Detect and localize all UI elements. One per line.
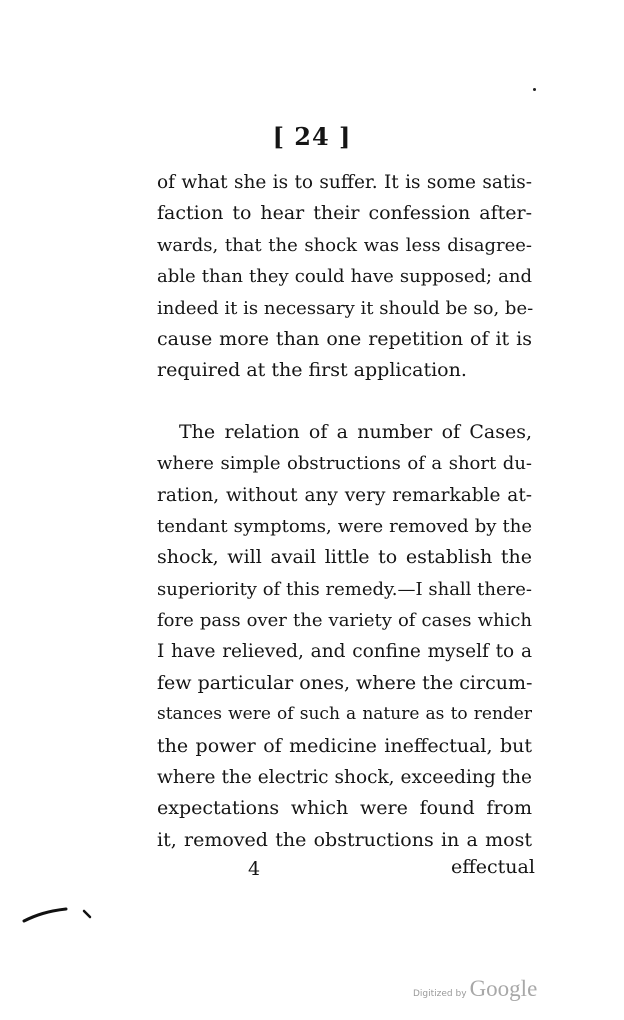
text-line: faction to hear their confession after- [157, 202, 532, 225]
text-line: fore pass over the variety of cases which [157, 610, 532, 632]
text-line: superiority of this remedy.—I shall there- [157, 578, 532, 600]
page-number: [ 24 ] [272, 122, 352, 151]
text-line: ration, without any very remarkable at- [157, 484, 532, 506]
paragraph-1 [157, 167, 532, 387]
text-line: few particular ones, where the circum- [157, 671, 533, 694]
text-line: cause more than one repetition of it is [157, 327, 532, 350]
text-line: shock, will avail little to establish the [157, 546, 532, 569]
text-line: tendant symptoms, were removed by the [157, 515, 532, 537]
body-text [157, 167, 532, 856]
ink-stroke-mark [22, 907, 92, 923]
text-line: I have relieved, and confine myself to a [157, 641, 532, 663]
text-line: the power of medicine ineffectual, but [157, 734, 532, 757]
google-logo: Google [469, 976, 538, 1001]
paragraph-gap [157, 387, 532, 417]
text-line: of what she is to suffer. It is some satis- [157, 172, 532, 193]
text-line: wards, that the shock was less disagree- [157, 234, 532, 256]
text-line: where the electric shock, exceeding the [157, 767, 532, 789]
text-line: required at the first application. [157, 359, 467, 382]
text-line: where simple obstructions of a short du- [157, 453, 532, 475]
ink-speck [533, 88, 536, 91]
signature-mark: 4 [248, 858, 261, 880]
text-line: expectations which were found from [157, 797, 532, 820]
paragraph-2 [157, 417, 532, 856]
text-line: it, removed the obstructions in a most [157, 828, 532, 851]
text-line: The relation of a number of Cases, [179, 420, 532, 443]
text-line: able than they could have supposed; and [157, 266, 532, 288]
watermark-prefix: Digitized by [413, 989, 467, 999]
text-line: stances were of such a nature as to render [157, 704, 532, 725]
catchword: effectual [451, 856, 535, 878]
google-watermark [413, 976, 537, 1002]
text-line: indeed it is necessary it should be so, be- [157, 297, 534, 319]
